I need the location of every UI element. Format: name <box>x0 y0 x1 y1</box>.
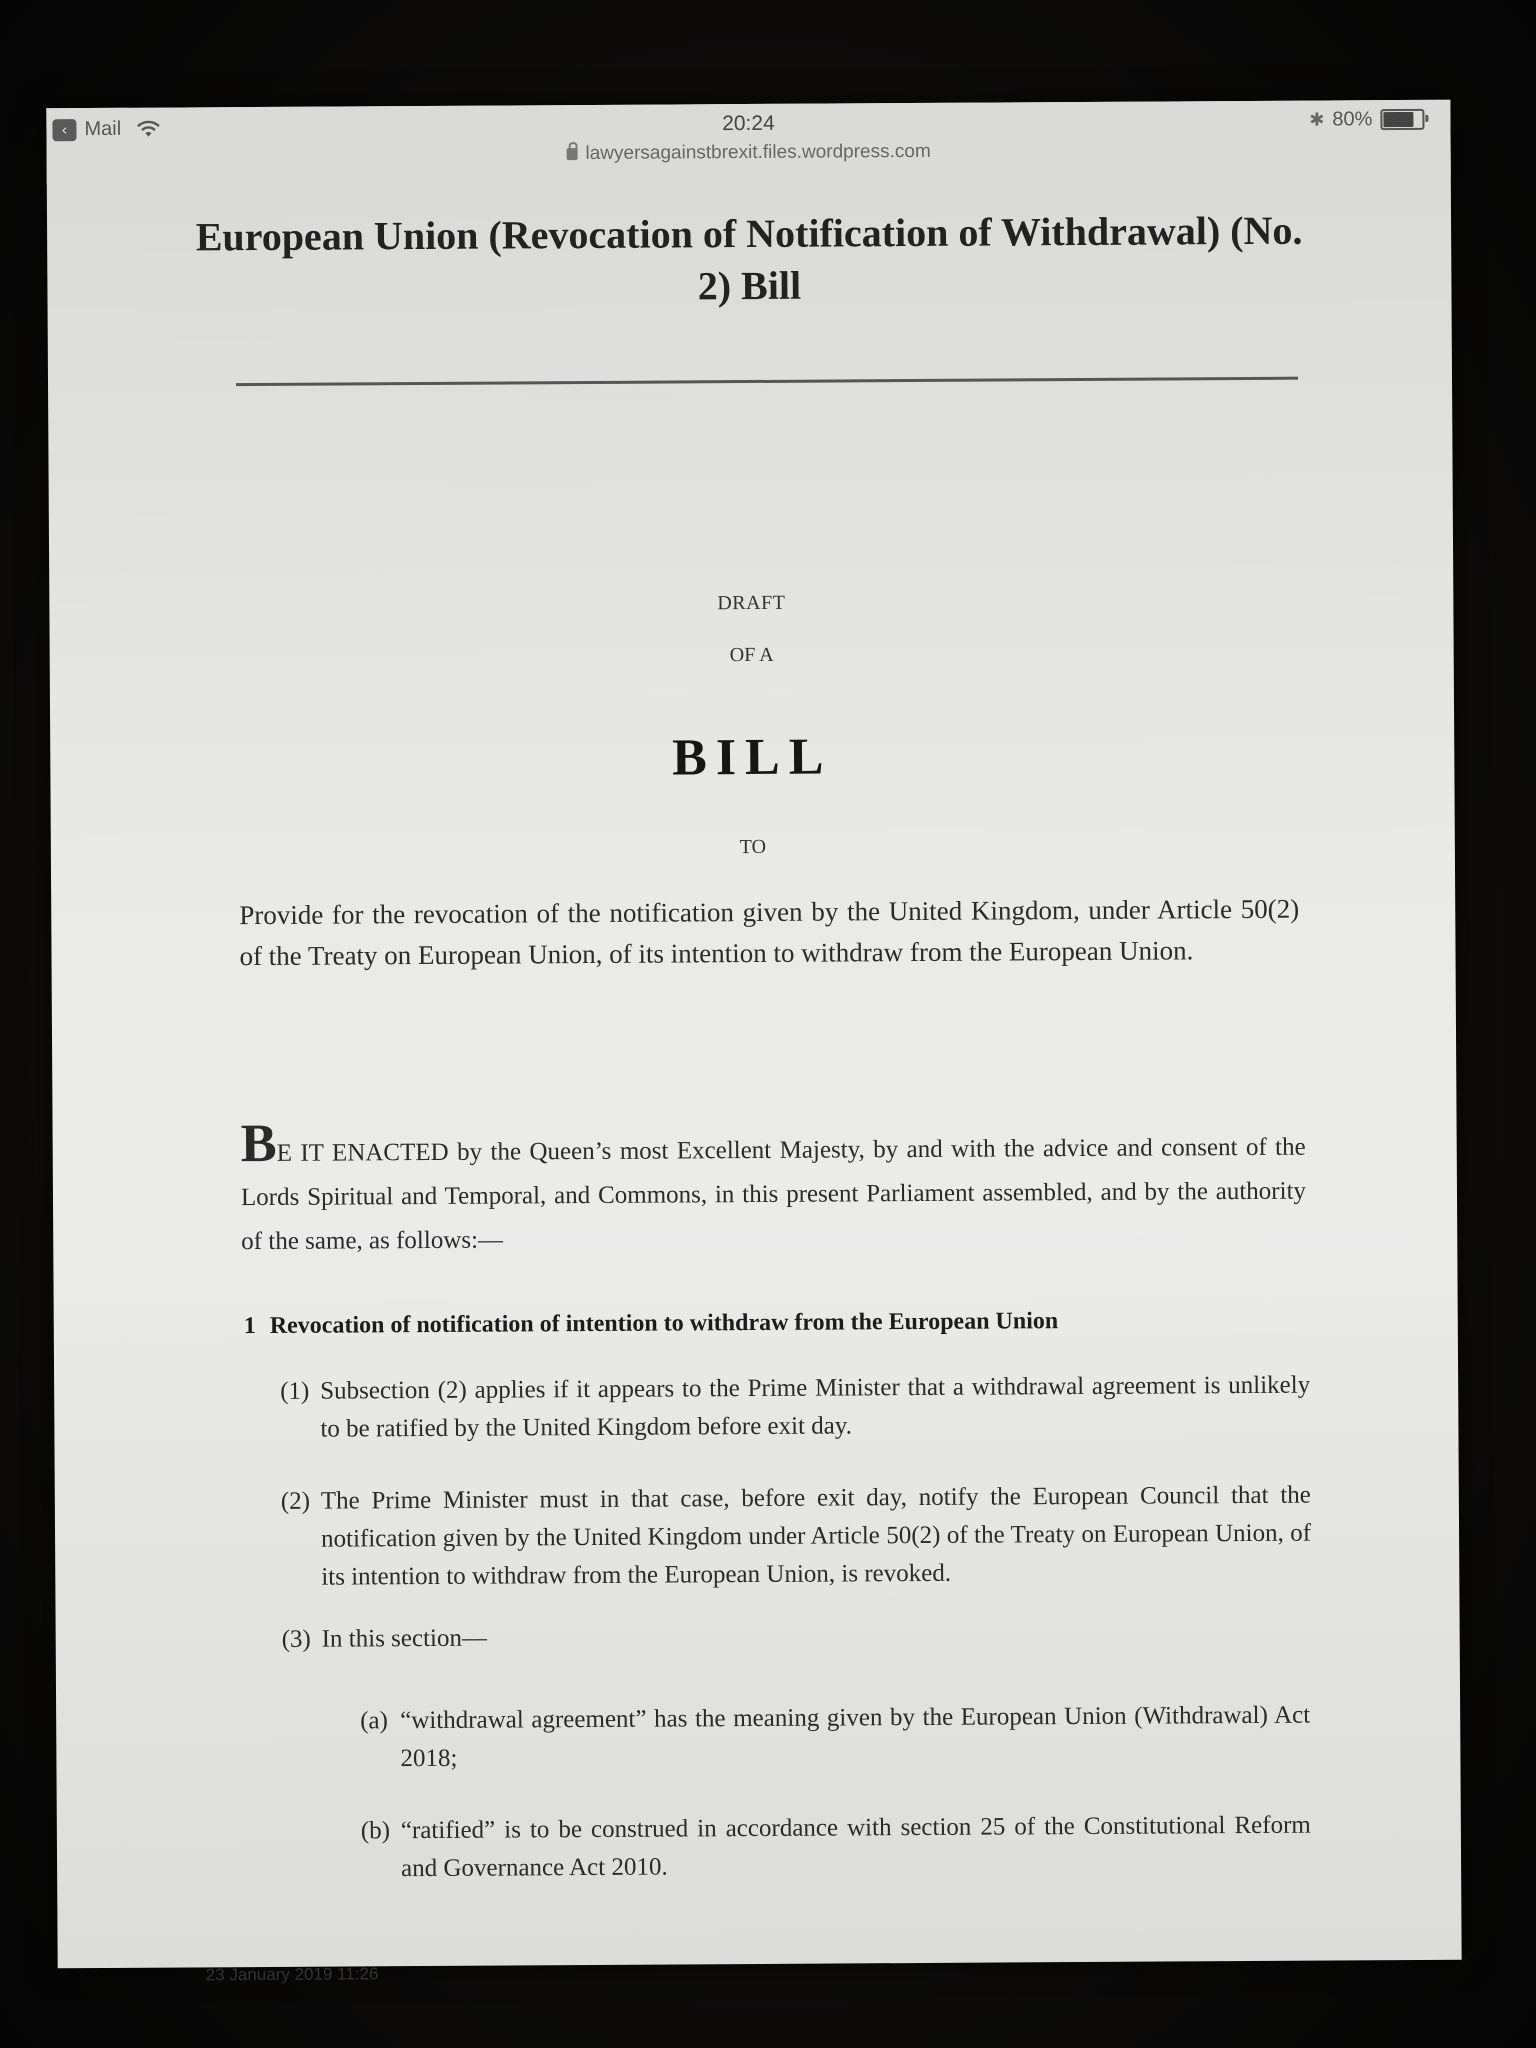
battery-tip <box>1425 115 1428 122</box>
enacting-formula <box>240 1112 1307 1265</box>
battery-level-fill <box>1383 112 1413 127</box>
footer-date: 23 January 2019 11:26 <box>205 1964 379 1985</box>
pdf-page <box>47 176 1462 1985</box>
subsection-2 <box>280 1477 1312 1597</box>
status-bar <box>46 100 1450 185</box>
paragraph-letter: (a) <box>360 1707 389 1735</box>
long-title-purpose: Provide for the revocation of the notification given by the United Kingdom, under Article 50(2) of the Treaty on European Union, of its intention to withdraw from the European Union. <box>239 893 1300 972</box>
subsection-number: (3) <box>281 1625 311 1653</box>
title-divider <box>236 377 1298 386</box>
subsection-text: Subsection (2) applies if it appears to the Prime Minister that a withdrawal agreement is unlikely to be ratified by the United Kingdom before exit day. <box>320 1371 1311 1443</box>
enacting-text: by the Queen’s most Excellent Majesty, by and with the advice and consent of the Lords Spiritual and Temporal, and Commons, in this present Parliament assembled, and by the authority of the same, as follows:— <box>240 1133 1307 1256</box>
address-url: lawyersagainstbrexit.files.wordpress.com <box>585 140 931 165</box>
section-title: Revocation of notification of intention to withdraw from the European Union <box>269 1308 1059 1339</box>
subsection-number: (2) <box>280 1487 311 1515</box>
lock-icon <box>566 148 577 160</box>
subsection-text: In this section— <box>321 1624 488 1653</box>
subsection-number: (1) <box>280 1377 310 1405</box>
address-bar[interactable] <box>47 138 1451 169</box>
of-a-label: OF A <box>729 643 774 667</box>
status-indicators <box>1309 108 1424 132</box>
paragraph-text: “withdrawal agreement” has the meaning given by the European Union (Withdrawal) Act 2018; <box>400 1701 1311 1773</box>
paragraph-letter: (b) <box>360 1817 391 1845</box>
subsection-text: The Prime Minister must in that case, before exit day, notify the European Council that the notification given by the United Kingdom under Article 50(2) of the Treaty on European Union, of its intention to withdraw from the European Union, is revoked. <box>320 1481 1312 1591</box>
paragraph-a <box>360 1697 1311 1779</box>
tablet-screen <box>46 100 1461 1985</box>
battery-percent: 80% <box>1332 108 1373 131</box>
subsection-3 <box>281 1615 1312 1659</box>
chevron-left-icon: ‹ <box>52 119 76 141</box>
enacting-dropcap: B <box>240 1112 277 1174</box>
section-number: 1 <box>243 1313 256 1340</box>
status-time: 20:24 <box>722 111 775 136</box>
enacting-smallcaps: E IT ENACTED <box>276 1138 449 1167</box>
paragraph-text: “ratified” is to be construed in accordance with section 25 of the Constitutional Reform and Governance Act 2010. <box>400 1811 1311 1883</box>
section-heading <box>244 1308 1059 1340</box>
paragraph-b <box>360 1807 1311 1889</box>
bill-heading: BILL <box>671 728 833 787</box>
to-label: TO <box>739 835 767 859</box>
draft-label: DRAFT <box>717 591 786 615</box>
bill-title: European Union (Revocation of Notification of Withdrawal) (No. 2) Bill <box>195 207 1303 309</box>
battery-icon <box>1380 109 1424 130</box>
bluetooth-icon: ✱ <box>1309 109 1325 131</box>
subsection-1 <box>280 1367 1311 1449</box>
back-app-label: Mail <box>84 117 122 141</box>
